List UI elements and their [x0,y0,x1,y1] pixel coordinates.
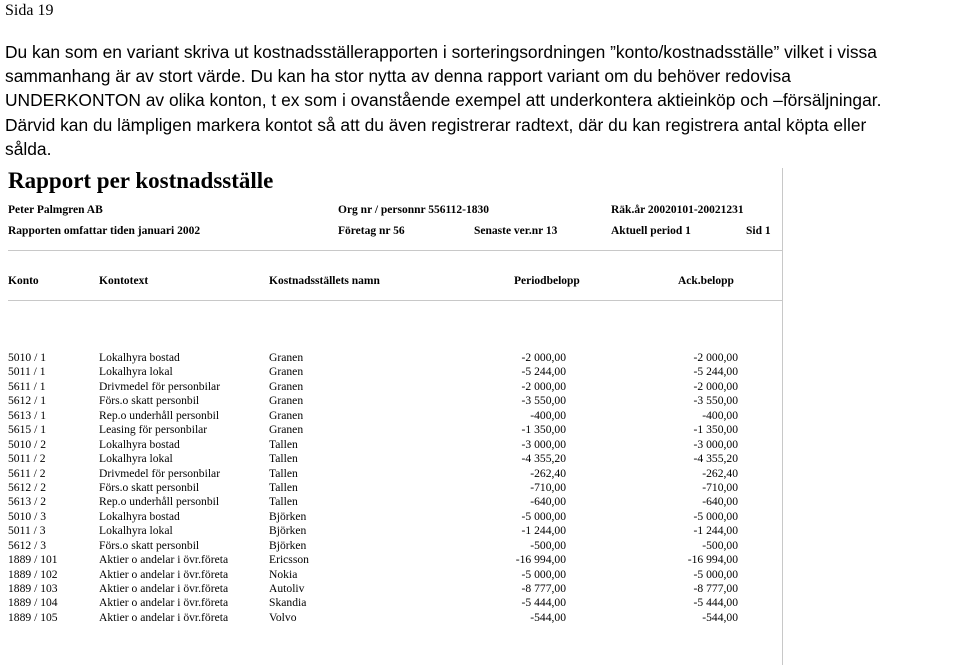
row-periodbelopp: -2 000,00 [521,351,566,364]
row-konto: 5611 / 1 [8,379,46,393]
row-ackbelopp: -400,00 [702,408,738,422]
row-kst-name: Ericsson [269,553,309,567]
row-konto: 5010 / 2 [8,437,47,451]
column-header-periodbelopp: Periodbelopp [514,275,580,287]
row-konto: 5010 / 1 [8,351,47,364]
table-row [0,438,782,452]
row-kst-name: Granen [269,394,304,408]
row-ackbelopp: -640,00 [702,495,738,509]
row-periodbelopp: -16 994,00 [515,553,566,567]
row-kst-name: Skandia [269,596,307,610]
row-periodbelopp: -4 355,20 [521,452,566,466]
table-row [0,365,782,379]
intro-line: sålda. [5,138,52,159]
row-kontotext: Förs.o skatt personbil [99,480,200,494]
table-row [0,510,782,524]
row-periodbelopp: -262,40 [530,466,566,480]
report-right-border [782,168,783,665]
table-row [0,524,782,538]
row-ackbelopp: -1 244,00 [693,524,738,538]
row-ackbelopp: -2 000,00 [693,351,738,364]
row-ackbelopp: -3 000,00 [693,437,738,451]
table-row [0,553,782,567]
row-konto: 1889 / 101 [8,553,58,567]
row-konto: 5011 / 3 [8,524,46,538]
table-row [0,452,782,466]
row-kontotext: Lokalhyra lokal [99,524,173,538]
report-period-range: Rapporten omfattar tiden januari 2002 [8,225,201,237]
row-periodbelopp: -5 000,00 [521,509,566,523]
sheet-number: Sid 1 [746,225,771,237]
row-periodbelopp: -500,00 [530,538,566,552]
row-ackbelopp: -3 550,00 [693,394,738,408]
row-ackbelopp: -5 000,00 [693,567,738,581]
report-image [0,160,784,665]
row-kontotext: Aktier o andelar i övr.företa [99,567,229,581]
row-ackbelopp: -262,40 [702,466,738,480]
table-row [0,568,782,582]
fiscal-year: Räk.år 20020101-20021231 [611,204,744,216]
row-kontotext: Drivmedel för personbilar [99,466,221,480]
row-periodbelopp: -3 000,00 [521,437,566,451]
table-row [0,596,782,610]
current-period: Aktuell period 1 [611,225,691,237]
table-row [0,611,782,625]
row-kst-name: Granen [269,423,304,437]
row-kontotext: Lokalhyra lokal [99,365,173,379]
row-periodbelopp: -2 000,00 [521,379,566,393]
company-name: Peter Palmgren AB [8,204,103,216]
table-row [0,394,782,408]
table-row [0,351,782,365]
column-header-kst-name: Kostnadsställets namn [269,275,380,287]
row-kst-name: Björken [269,524,307,538]
row-kontotext: Lokalhyra bostad [99,509,180,523]
row-konto: 5011 / 1 [8,365,46,379]
row-konto: 5613 / 2 [8,495,47,509]
table-row [0,582,782,596]
row-kontotext: Lokalhyra lokal [99,452,173,466]
row-kontotext: Lokalhyra bostad [99,351,180,364]
latest-verification: Senaste ver.nr 13 [474,225,558,237]
row-kst-name: Tallen [269,437,298,451]
report-rows [0,351,782,625]
row-ackbelopp: -544,00 [702,610,738,624]
row-kst-name: Tallen [269,466,298,480]
column-header-divider [8,300,782,301]
row-konto: 1889 / 105 [8,610,58,624]
table-row [0,539,782,553]
row-periodbelopp: -710,00 [530,480,566,494]
row-periodbelopp: -8 777,00 [521,582,566,595]
row-kontotext: Aktier o andelar i övr.företa [99,596,229,610]
row-konto: 5613 / 1 [8,408,47,422]
row-periodbelopp: -3 550,00 [521,394,566,408]
row-kst-name: Tallen [269,495,298,509]
row-periodbelopp: -544,00 [530,610,566,624]
row-kst-name: Autoliv [269,582,305,595]
column-header-konto: Konto [8,275,39,287]
row-kst-name: Tallen [269,452,298,466]
row-ackbelopp: -5 000,00 [693,509,738,523]
page-number-label: Sida 19 [5,2,54,19]
row-kontotext: Leasing för personbilar [99,423,208,437]
row-kontotext: Rep.o underhåll personbil [99,408,220,422]
table-row [0,467,782,481]
intro-paragraph [5,40,955,161]
row-ackbelopp: -1 350,00 [693,423,738,437]
row-periodbelopp: -1 350,00 [521,423,566,437]
row-kontotext: Lokalhyra bostad [99,437,180,451]
row-ackbelopp: -5 444,00 [693,596,738,610]
column-header-ackbelopp: Ack.belopp [678,275,734,287]
row-ackbelopp: -8 777,00 [693,582,738,595]
table-row [0,423,782,437]
row-ackbelopp: -710,00 [702,480,738,494]
row-periodbelopp: -5 444,00 [521,596,566,610]
row-kst-name: Volvo [269,610,297,624]
report-title: Rapport per kostnadsställe [8,168,274,193]
row-kst-name: Granen [269,379,304,393]
row-konto: 5612 / 3 [8,538,47,552]
row-kst-name: Granen [269,408,304,422]
row-kst-name: Nokia [269,567,298,581]
header-divider [8,250,782,251]
column-header-kontotext: Kontotext [99,275,149,287]
row-kontotext: Förs.o skatt personbil [99,538,200,552]
row-ackbelopp: -16 994,00 [687,553,738,567]
row-kontotext: Aktier o andelar i övr.företa [99,553,229,567]
org-number: Org nr / personnr 556112-1830 [338,204,489,216]
row-kontotext: Aktier o andelar i övr.företa [99,610,229,624]
table-row [0,380,782,394]
intro-line: UNDERKONTON av olika konton, t ex som i ovanstående exempel att underkontera aktieinköp och –försäljningar. [5,90,882,111]
row-ackbelopp: -2 000,00 [693,379,738,393]
table-row [0,495,782,509]
row-konto: 5611 / 2 [8,466,46,480]
row-kst-name: Björken [269,509,307,523]
row-kst-name: Björken [269,538,307,552]
intro-line: Därvid kan du lämpligen markera kontot så att du även registrerar radtext, där du kan registrera antal köpta eller [5,114,867,135]
row-kontotext: Aktier o andelar i övr.företa [99,582,229,595]
row-ackbelopp: -4 355,20 [693,452,738,466]
row-konto: 5010 / 3 [8,509,47,523]
row-periodbelopp: -5 244,00 [521,365,566,379]
row-kst-name: Tallen [269,480,298,494]
row-konto: 5612 / 2 [8,480,47,494]
row-konto: 5011 / 2 [8,452,46,466]
row-periodbelopp: -640,00 [530,495,566,509]
intro-line: Du kan som en variant skriva ut kostnadsställerapporten i sorteringsordningen ”konto/kostnadsställe” vilket i vissa [5,42,877,62]
row-konto: 1889 / 103 [8,582,58,595]
row-konto: 5612 / 1 [8,394,47,408]
row-konto: 1889 / 102 [8,567,58,581]
row-periodbelopp: -1 244,00 [521,524,566,538]
company-number: Företag nr 56 [338,225,405,237]
row-kontotext: Förs.o skatt personbil [99,394,200,408]
row-ackbelopp: -5 244,00 [693,365,738,379]
row-periodbelopp: -400,00 [530,408,566,422]
table-row [0,409,782,423]
row-kst-name: Granen [269,351,304,364]
row-kontotext: Drivmedel för personbilar [99,379,221,393]
row-ackbelopp: -500,00 [702,538,738,552]
intro-line: sammanhang är av stort värde. Du kan ha stor nytta av denna rapport variant om du behöver redovisa [5,66,791,87]
table-row [0,481,782,495]
row-konto: 1889 / 104 [8,596,58,610]
row-konto: 5615 / 1 [8,423,47,437]
row-kst-name: Granen [269,365,304,379]
row-periodbelopp: -5 000,00 [521,567,566,581]
row-kontotext: Rep.o underhåll personbil [99,495,220,509]
